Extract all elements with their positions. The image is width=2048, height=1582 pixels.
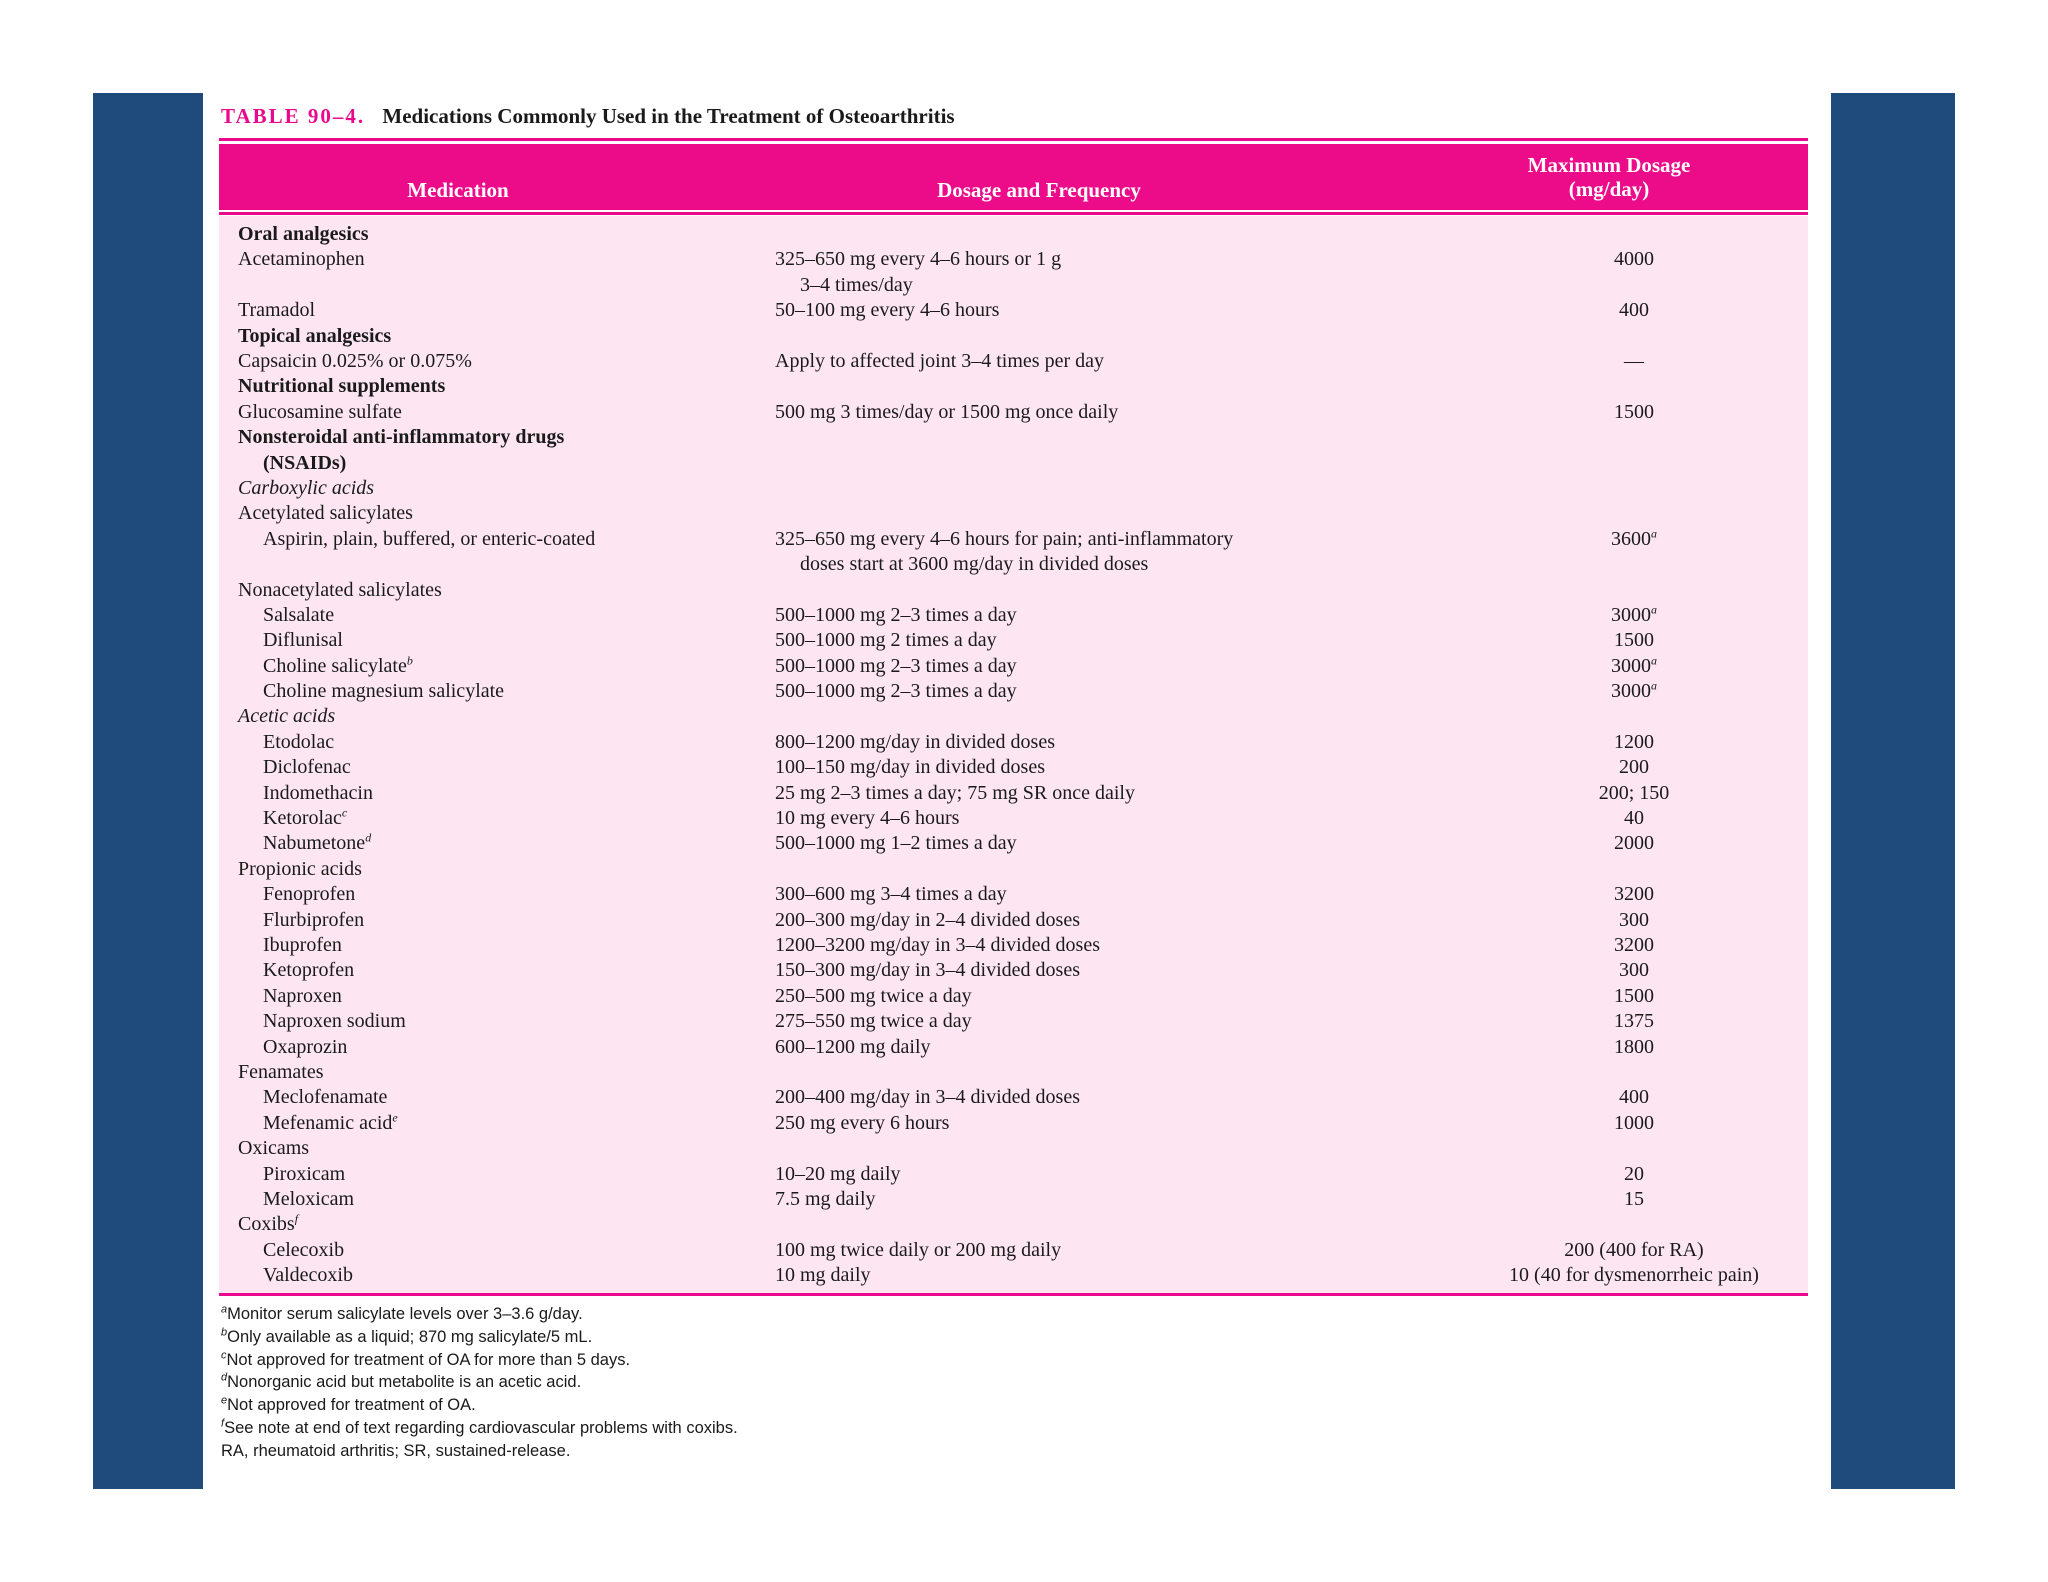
medication-cell: [263, 1111, 398, 1136]
medication-name: Aspirin, plain, buffered, or enteric-coated: [263, 527, 596, 550]
table-row: [219, 527, 1808, 578]
max-dosage-value: 1000: [1614, 1111, 1654, 1134]
dosage-text: 275–550 mg twice a day: [775, 1010, 972, 1033]
dosage-text: 250–500 mg twice a day: [775, 984, 972, 1007]
dosage-text: Apply to affected joint 3–4 times per day: [775, 349, 1104, 372]
table-row: [219, 476, 1808, 501]
medication-cell: [263, 654, 413, 679]
dosage-text: 200–300 mg/day in 2–4 divided doses: [775, 908, 1080, 931]
dosage-cell: [775, 908, 1080, 933]
medication-name: Diclofenac: [263, 756, 351, 779]
table-number: TABLE 90–4.: [221, 104, 366, 128]
table-title: [221, 104, 955, 129]
dosage-text: 500–1000 mg 2–3 times a day: [775, 603, 1017, 626]
header-max-line2: (mg/day): [1568, 177, 1650, 201]
max-dosage-cell: [1464, 1085, 1804, 1110]
medication-cell: [238, 247, 365, 272]
table-row: [219, 628, 1808, 653]
max-dosage-value: 10 (40 for dysmenorrheic pain): [1509, 1264, 1759, 1287]
medication-name: Oral analgesics: [238, 223, 369, 245]
dosage-text: 250 mg every 6 hours: [775, 1111, 950, 1134]
footnote-text: Nonorganic acid but metabolite is an acetic acid.: [227, 1373, 582, 1392]
dosage-cell: [775, 781, 1135, 806]
max-dosage-cell: [1464, 1111, 1804, 1136]
max-dosage-value: 400: [1619, 299, 1649, 322]
max-dosage-value: —: [1624, 349, 1644, 372]
max-dosage-cell: [1464, 628, 1804, 653]
medication-cell: [263, 1009, 406, 1034]
dosage-cell: [775, 882, 1007, 907]
max-dosage-cell: [1464, 298, 1804, 323]
max-dosage-value: 3000: [1611, 603, 1651, 626]
dosage-text: 100–150 mg/day in divided doses: [775, 756, 1045, 779]
footnote-mark: b: [221, 1326, 228, 1339]
dosage-text: 500–1000 mg 1–2 times a day: [775, 832, 1017, 855]
dosage-cell: [775, 755, 1045, 780]
table-row: [219, 400, 1808, 425]
dosage-cell: [775, 247, 1062, 296]
footnote-mark: a: [1651, 526, 1657, 541]
max-dosage-value: 15: [1624, 1187, 1644, 1210]
max-dosage-value: 1800: [1614, 1035, 1654, 1058]
table-row: [219, 425, 1808, 476]
dosage-text: 325–650 mg every 4–6 hours or 1 g: [775, 248, 1062, 271]
table-row: [219, 1085, 1808, 1110]
max-dosage-cell: [1464, 1187, 1804, 1212]
footnote-mark: a: [221, 1303, 228, 1316]
medication-cell: [238, 400, 402, 425]
medication-cell: [238, 857, 362, 882]
table-row: [219, 324, 1808, 349]
medication-name: Valdecoxib: [263, 1264, 353, 1287]
dosage-text: 325–650 mg every 4–6 hours for pain; anti-inflammatory: [775, 527, 1234, 550]
footnote: [221, 1326, 738, 1349]
max-dosage-value: 1200: [1614, 730, 1654, 753]
medication-name: Capsaicin 0.025% or 0.075%: [238, 349, 472, 372]
medication-name: Fenoprofen: [263, 883, 356, 906]
max-dosage-cell: [1464, 1162, 1804, 1187]
table-row: [219, 298, 1808, 323]
medication-cell: [238, 476, 374, 501]
footnote-text: RA, rheumatoid arthritis; SR, sustained-release.: [221, 1441, 571, 1460]
table-row: [219, 1263, 1808, 1288]
dosage-cell: [775, 1162, 901, 1187]
dosage-text: 500 mg 3 times/day or 1500 mg once daily: [775, 400, 1119, 423]
medication-name: Indomethacin: [263, 781, 373, 804]
medication-name: Mefenamic acid: [263, 1111, 393, 1134]
footnote-mark: d: [365, 830, 372, 845]
medication-name: Naproxen sodium: [263, 1010, 406, 1033]
dosage-text: 1200–3200 mg/day in 3–4 divided doses: [775, 933, 1100, 956]
footnote-text: Not approved for treatment of OA for more than 5 days.: [226, 1350, 631, 1369]
max-dosage-value: 1500: [1614, 984, 1654, 1007]
table-row: [219, 1111, 1808, 1136]
dosage-text: 50–100 mg every 4–6 hours: [775, 299, 1000, 322]
medication-name: Diflunisal: [263, 629, 343, 652]
footnote-mark: c: [341, 805, 348, 820]
footnote: [221, 1371, 738, 1394]
medication-cell: [263, 1162, 345, 1187]
table-row: [219, 857, 1808, 882]
table-row: [219, 1162, 1808, 1187]
max-dosage-cell: [1464, 958, 1804, 983]
footnote: [221, 1303, 738, 1326]
table-row: [219, 781, 1808, 806]
medication-cell: [263, 527, 595, 552]
table-row: [219, 247, 1808, 298]
footnote-mark: d: [221, 1371, 228, 1384]
max-dosage-cell: [1464, 1009, 1804, 1034]
medication-cell: [263, 806, 347, 831]
table-row: [219, 374, 1808, 399]
max-dosage-cell: [1464, 1238, 1804, 1263]
medication-cell: [263, 1263, 353, 1288]
medication-name: Fenamates: [238, 1060, 324, 1083]
medication-name-continued: (NSAIDs): [263, 451, 347, 474]
footnote-mark: f: [294, 1211, 299, 1226]
footnote-text: Monitor serum salicylate levels over 3–3.6 g/day.: [227, 1305, 583, 1323]
medication-cell: [238, 374, 445, 399]
dosage-text: 10 mg every 4–6 hours: [775, 807, 960, 830]
dosage-text: 600–1200 mg daily: [775, 1035, 931, 1058]
max-dosage-value: 40: [1624, 807, 1644, 830]
max-dosage-cell: [1464, 908, 1804, 933]
table-row: [219, 578, 1808, 603]
footnote: [221, 1440, 738, 1463]
header-max-dosage: [1419, 153, 1799, 201]
max-dosage-value: 1500: [1614, 629, 1654, 652]
dosage-cell: [775, 298, 999, 323]
dosage-cell: [775, 1009, 972, 1034]
footnote-mark: a: [1651, 678, 1657, 693]
medication-name: Topical analgesics: [238, 324, 392, 347]
table-row: [219, 882, 1808, 907]
dosage-cell: [775, 628, 997, 653]
max-dosage-value: 200; 150: [1598, 781, 1670, 804]
dosage-cell: [775, 933, 1100, 958]
max-dosage-value: 300: [1619, 908, 1649, 931]
table-row: [219, 1035, 1808, 1060]
max-dosage-cell: [1464, 755, 1804, 780]
table-row: [219, 654, 1808, 679]
medication-name: Meloxicam: [263, 1187, 355, 1210]
medication-cell: [238, 1212, 298, 1237]
dosage-cell: [775, 730, 1055, 755]
table-row: [219, 755, 1808, 780]
max-dosage-cell: [1464, 831, 1804, 856]
max-dosage-value: 3600: [1611, 527, 1651, 550]
footnote-mark: b: [406, 653, 413, 668]
dosage-text: 200–400 mg/day in 3–4 divided doses: [775, 1086, 1080, 1109]
dosage-text: 10–20 mg daily: [775, 1162, 901, 1185]
right-frame-bar: [1831, 93, 1955, 1489]
max-dosage-cell: [1464, 679, 1804, 704]
dosage-text-continued: 3–4 times/day: [800, 273, 913, 296]
max-dosage-value: 2000: [1614, 832, 1654, 855]
table-row: [219, 958, 1808, 983]
dosage-cell: [775, 1085, 1080, 1110]
max-dosage-cell: [1464, 349, 1804, 374]
table-row: [219, 730, 1808, 755]
dosage-cell: [775, 400, 1118, 425]
medication-cell: [238, 578, 442, 603]
medication-cell: [263, 1187, 354, 1212]
medication-name: Ibuprofen: [263, 933, 342, 956]
medication-name: Nonsteroidal anti-inflammatory drugs: [238, 426, 565, 449]
max-dosage-value: 1375: [1614, 1010, 1654, 1033]
medication-name: Tramadol: [238, 299, 316, 322]
footnote-mark: e: [221, 1394, 228, 1407]
medication-name: Oxicams: [238, 1137, 310, 1160]
table-row: [219, 704, 1808, 729]
header-dosage: Dosage and Frequency: [937, 178, 1141, 202]
medication-name: Acetylated salicylates: [238, 502, 413, 525]
max-dosage-cell: [1464, 882, 1804, 907]
max-dosage-value: 1500: [1614, 400, 1654, 423]
footnote-mark: a: [1651, 653, 1657, 668]
medication-cell: [263, 882, 355, 907]
table-row: [219, 908, 1808, 933]
dosage-text: 150–300 mg/day in 3–4 divided doses: [775, 959, 1080, 982]
footnote: [221, 1349, 738, 1372]
medication-name: Nutritional supplements: [238, 375, 446, 398]
medication-cell: [263, 679, 504, 704]
medication-name: Coxibs: [238, 1213, 295, 1236]
dosage-cell: [775, 1035, 931, 1060]
dosage-text-continued: doses start at 3600 mg/day in divided doses: [800, 553, 1149, 576]
medication-cell: [238, 222, 369, 247]
table-row: [219, 1009, 1808, 1034]
top-rule: [219, 138, 1808, 141]
dosage-cell: [775, 984, 972, 1009]
table-row: [219, 222, 1808, 247]
dosage-cell: [775, 806, 959, 831]
max-dosage-cell: [1464, 933, 1804, 958]
footnotes: [221, 1303, 738, 1463]
max-dosage-value: 400: [1619, 1086, 1649, 1109]
dosage-text: 100 mg twice daily or 200 mg daily: [775, 1238, 1062, 1261]
max-dosage-cell: [1464, 400, 1804, 425]
max-dosage-cell: [1464, 730, 1804, 755]
max-dosage-value: 300: [1619, 959, 1649, 982]
medication-cell: [263, 730, 334, 755]
medication-name: Oxaprozin: [263, 1035, 348, 1058]
medication-cell: [263, 984, 342, 1009]
medication-name: Flurbiprofen: [263, 908, 365, 931]
max-dosage-value: 4000: [1614, 248, 1654, 271]
table-row: [219, 1212, 1808, 1237]
medication-name: Acetic acids: [238, 705, 336, 728]
max-dosage-value: 20: [1624, 1162, 1644, 1185]
medication-cell: [238, 349, 472, 374]
table-header: [219, 144, 1808, 210]
dosage-text: 800–1200 mg/day in divided doses: [775, 730, 1055, 753]
dosage-text: 10 mg daily: [775, 1264, 871, 1287]
dosage-cell: [775, 1238, 1061, 1263]
table-row: [219, 1238, 1808, 1263]
left-frame-bar: [93, 93, 203, 1489]
max-dosage-cell: [1464, 984, 1804, 1009]
table-caption: Medications Commonly Used in the Treatment of Osteoarthritis: [382, 104, 955, 128]
medication-name: Propionic acids: [238, 857, 362, 880]
medication-name: Choline salicylate: [263, 654, 407, 677]
medication-cell: [238, 704, 335, 729]
medication-cell: [238, 501, 413, 526]
footnote-mark: a: [1651, 602, 1657, 617]
medication-cell: [263, 1238, 344, 1263]
medication-cell: [263, 603, 334, 628]
table-row: [219, 1060, 1808, 1085]
max-dosage-cell: [1464, 247, 1804, 272]
max-dosage-value: 3000: [1611, 680, 1651, 703]
dosage-cell: [775, 958, 1080, 983]
medication-name: Salsalate: [263, 603, 335, 626]
table-row: [219, 806, 1808, 831]
footnote: [221, 1394, 738, 1417]
max-dosage-value: 3200: [1614, 933, 1654, 956]
dosage-text: 500–1000 mg 2 times a day: [775, 629, 997, 652]
max-dosage-value: 200 (400 for RA): [1564, 1238, 1704, 1261]
table-row: [219, 603, 1808, 628]
max-dosage-cell: [1464, 806, 1804, 831]
dosage-cell: [775, 1111, 949, 1136]
medication-name: Piroxicam: [263, 1162, 346, 1185]
dosage-text: 25 mg 2–3 times a day; 75 mg SR once daily: [775, 781, 1135, 804]
table-rows: [219, 222, 1808, 1288]
footnote-text: Only available as a liquid; 870 mg salicylate/5 mL.: [227, 1327, 593, 1346]
medication-cell: [263, 755, 351, 780]
max-dosage-value: 200: [1619, 756, 1649, 779]
footnote: [221, 1417, 738, 1440]
medication-cell: [263, 831, 371, 856]
dosage-cell: [775, 1263, 871, 1288]
medication-cell: [238, 1136, 309, 1161]
table-row: [219, 1136, 1808, 1161]
medication-name: Etodolac: [263, 730, 335, 753]
max-dosage-cell: [1464, 654, 1804, 679]
footnote-text: See note at end of text regarding cardiovascular problems with coxibs.: [224, 1418, 738, 1437]
max-dosage-cell: [1464, 527, 1804, 552]
dosage-cell: [775, 831, 1017, 856]
dosage-text: 300–600 mg 3–4 times a day: [775, 883, 1007, 906]
table-row: [219, 679, 1808, 704]
medication-cell: [263, 933, 342, 958]
medication-name: Nonacetylated salicylates: [238, 578, 442, 601]
footnote-mark: c: [221, 1349, 227, 1362]
header-rule: [219, 212, 1808, 215]
medication-cell: [263, 628, 343, 653]
dosage-cell: [775, 527, 1234, 576]
medication-name: Carboxylic acids: [238, 476, 375, 499]
bottom-rule: [219, 1293, 1808, 1296]
dosage-cell: [775, 603, 1017, 628]
dosage-cell: [775, 654, 1017, 679]
medication-name: Nabumetone: [263, 832, 366, 855]
medication-cell: [238, 425, 565, 474]
medication-name: Ketoprofen: [263, 959, 355, 982]
max-dosage-cell: [1464, 781, 1804, 806]
medication-cell: [238, 298, 315, 323]
header-max-line1: Maximum Dosage: [1527, 153, 1691, 177]
medication-name: Glucosamine sulfate: [238, 400, 402, 423]
medication-name: Acetaminophen: [238, 248, 365, 271]
footnote-mark: f: [221, 1417, 225, 1430]
max-dosage-cell: [1464, 1263, 1804, 1288]
medication-cell: [238, 1060, 324, 1085]
table-row: [219, 1187, 1808, 1212]
medication-name: Celecoxib: [263, 1238, 345, 1261]
table-row: [219, 933, 1808, 958]
medication-name: Naproxen: [263, 984, 342, 1007]
dosage-text: 500–1000 mg 2–3 times a day: [775, 654, 1017, 677]
header-medication: Medication: [407, 178, 509, 202]
max-dosage-value: 3000: [1611, 654, 1651, 677]
medication-cell: [263, 1085, 387, 1110]
dosage-cell: [775, 1187, 876, 1212]
table-row: [219, 501, 1808, 526]
table-row: [219, 349, 1808, 374]
max-dosage-cell: [1464, 603, 1804, 628]
dosage-text: 500–1000 mg 2–3 times a day: [775, 680, 1017, 703]
max-dosage-cell: [1464, 1035, 1804, 1060]
medication-name: Ketorolac: [263, 807, 342, 830]
dosage-cell: [775, 679, 1017, 704]
medication-name: Choline magnesium salicylate: [263, 680, 505, 703]
table-row: [219, 831, 1808, 856]
medication-cell: [238, 324, 391, 349]
medication-cell: [263, 781, 373, 806]
medication-cell: [263, 908, 364, 933]
medication-cell: [263, 1035, 347, 1060]
table-row: [219, 984, 1808, 1009]
footnote-text: Not approved for treatment of OA.: [227, 1396, 476, 1415]
dosage-text: 7.5 mg daily: [775, 1187, 876, 1210]
medication-cell: [263, 958, 354, 983]
footnote-mark: e: [392, 1110, 398, 1125]
max-dosage-value: 3200: [1614, 883, 1654, 906]
dosage-cell: [775, 349, 1104, 374]
medication-name: Meclofenamate: [263, 1086, 388, 1109]
